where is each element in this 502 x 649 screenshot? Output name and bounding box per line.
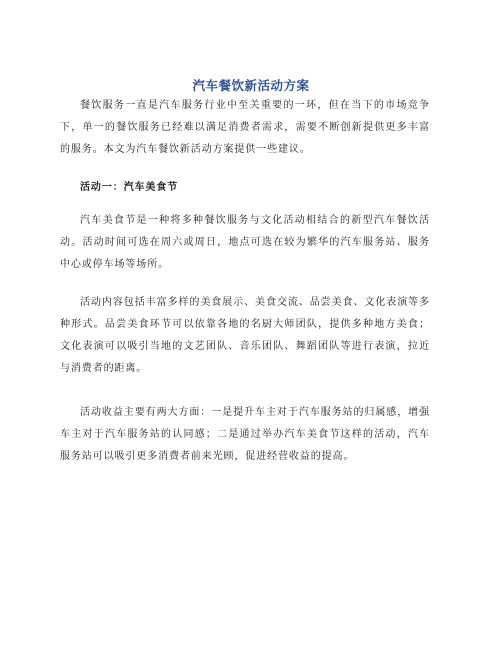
section-paragraph-1: 汽车美食节是一种将多种餐饮服务与文化活动相结合的新型汽车餐饮活动。活动时间可选在周六或周日，地点可选在较为繁华的汽车服务站、服务中心或停车场等场所。 <box>60 215 430 270</box>
section-paragraph-2: 活动内容包括丰富多样的美食展示、美食交流、品尝美食、文化表演等多种形式。品尝美食环节可以依靠各地的名厨大师团队，提供多种地方美食；文化表演可以吸引当地的文艺团队、音乐团队、舞蹈团队等进行表演，拉近与消费者的距离。 <box>60 297 430 374</box>
intro-paragraph: 餐饮服务一直是汽车服务行业中至关重要的一环，但在当下的市场竞争下，单一的餐饮服务已经难以满足消费者需求，需要不断创新提供更多丰富的服务。本文为汽车餐饮新活动方案提供一些建议。 <box>60 100 430 155</box>
document-title: 汽车餐饮新活动方案 <box>192 78 310 93</box>
section-heading-activity-1: 活动一：汽车美食节 <box>80 182 179 193</box>
section-paragraph-3: 活动收益主要有两大方面：一是提升车主对于汽车服务站的归属感，增强车主对于汽车服务站的认同感；二是通过举办汽车美食节这样的活动，汽车服务站可以吸引更多消费者前来光顾，促进经营收益的提高。 <box>60 407 430 462</box>
